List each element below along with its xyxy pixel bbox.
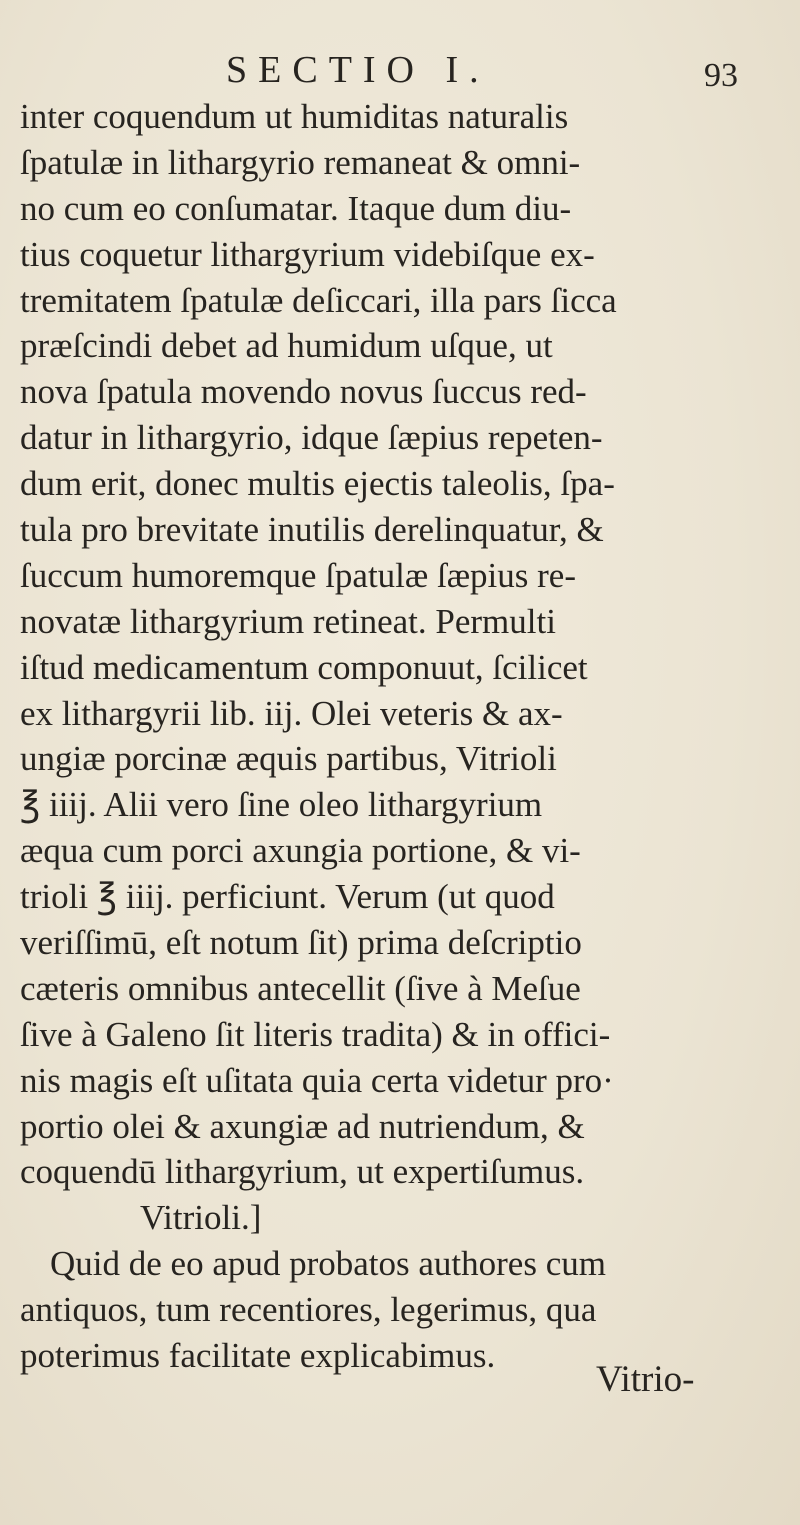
text-line: ſpatulæ in lithargyrio remaneat & omni-: [20, 142, 581, 182]
text-line: ex lithargyrii lib. iij. Olei veteris & ax-: [20, 693, 563, 733]
running-head: [0, 46, 800, 94]
text-line: veriſſimū, eſt notum ſit) prima deſcriptio: [20, 923, 582, 963]
text-line: portio olei & axungiæ ad nutriendum, &: [20, 1106, 585, 1146]
text-line: inter coquendum ut humiditas naturalis: [20, 97, 569, 136]
text-line: dum erit, donec multis ejectis taleolis, ſpa-: [20, 464, 615, 504]
text-line: tula pro brevitate inutilis derelinquatur, &: [20, 510, 604, 550]
text-line: antiquos, tum recentiores, legerimus, qua: [20, 1290, 597, 1330]
text-line: poterimus facilitate explicabimus.: [20, 1336, 496, 1376]
body-text: [20, 94, 790, 1379]
text-line: æqua cum porci axungia portione, & vi-: [20, 831, 581, 871]
section-title: SECTIO I.: [226, 49, 490, 91]
text-line: ℥ iiij. Alii vero ſine oleo lithargyrium: [20, 785, 543, 825]
text-line: nova ſpatula movendo novus ſuccus red-: [20, 372, 587, 412]
text-line: tius coquetur lithargyrium videbiſque ex-: [20, 234, 595, 274]
text-line: cæteris omnibus antecellit (ſive à Meſue: [20, 968, 581, 1008]
text-line: novatæ lithargyrium retineat. Permulti: [20, 601, 556, 641]
text-line: præſcindi debet ad humidum uſque, ut: [20, 326, 553, 366]
text-line: coquendū lithargyrium, ut expertiſumus.: [20, 1152, 585, 1192]
text-line: tremitatem ſpatulæ deſiccari, illa pars ſicca: [20, 280, 617, 320]
text-line: ſuccum humoremque ſpatulæ ſæpius re-: [20, 555, 577, 595]
catchword: Vitrio-: [596, 1359, 695, 1400]
text-line: datur in lithargyrio, idque ſæpius repeten-: [20, 418, 603, 458]
paragraph-start: Quid de eo apud probatos authores cum: [50, 1244, 606, 1284]
text-line: ungiæ porcinæ æquis partibus, Vitrioli: [20, 739, 557, 779]
text-line: nis magis eſt uſitata quia certa videtur pro·: [20, 1060, 614, 1100]
page-number: 93: [704, 57, 738, 94]
lemma-heading: Vitrioli.]: [140, 1198, 262, 1238]
text-line: trioli ℥ iiij. perficiunt. Verum (ut quod: [20, 877, 555, 917]
text-line: ſive à Galeno ſit literis tradita) & in offici-: [20, 1014, 611, 1054]
text-line: iſtud medicamentum componuut, ſcilicet: [20, 647, 588, 687]
text-line: no cum eo conſumatar. Itaque dum diu-: [20, 188, 572, 228]
